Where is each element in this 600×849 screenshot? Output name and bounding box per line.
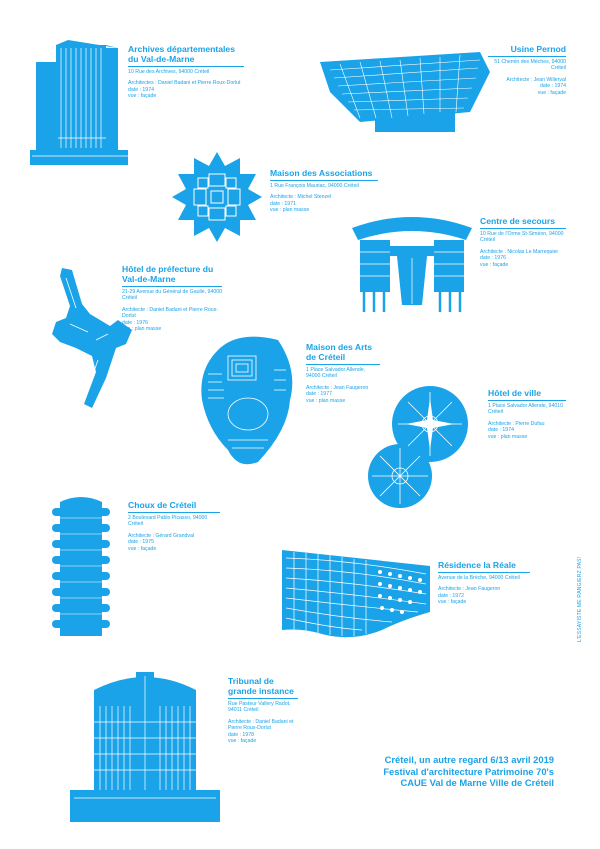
entry-view: vue : plan masse bbox=[122, 326, 162, 333]
entry-architect: Architecte : Jean Willerval bbox=[506, 76, 566, 83]
centre-secours-illustration bbox=[352, 210, 472, 315]
entry-address: Rue Pasteur Vallery Radot, 94011 Créteil bbox=[228, 701, 291, 714]
entry-address: 1 Place Salvador Allende, 94010 Créteil bbox=[488, 403, 563, 416]
entry-architect: Architectes : Daniel Badani et Pierre Roux-Dorlut bbox=[128, 80, 241, 87]
entry-architect: Architecte : Michel Stenzel bbox=[270, 194, 332, 201]
entry-usine-pernod bbox=[488, 44, 566, 96]
entry-tribunal bbox=[228, 676, 298, 744]
entry-address: 10 Rue des Archives, 94000 Créteil bbox=[128, 69, 210, 75]
entry-hotel-prefecture bbox=[122, 264, 222, 332]
entry-architect: Architecte : Gérard Grandval bbox=[128, 532, 195, 539]
entry-date: date : 1974 bbox=[540, 83, 566, 90]
entry-address: 51 Chemin des Mèches, 94000 Créteil bbox=[494, 59, 566, 72]
entry-title: Choux de Créteil bbox=[128, 500, 220, 513]
entry-title: Maison des Arts de Créteil bbox=[306, 342, 380, 365]
archives-building-illustration bbox=[28, 40, 128, 165]
entry-architect: Architecte : Jean Faugeron bbox=[306, 384, 369, 391]
choux-creteil-illustration bbox=[46, 496, 116, 636]
entry-view: vue : façade bbox=[438, 599, 467, 606]
entry-architect: Architecte : Nicolas Le Marrequier bbox=[480, 248, 559, 255]
entry-maison-associations bbox=[270, 168, 378, 214]
entry-title: Hôtel de ville bbox=[488, 388, 566, 401]
footer-line-2: Festival d'architecture Patrimoine 70's bbox=[383, 765, 554, 777]
entry-address: 1 Rue François Mauriac, 94000 Créteil bbox=[270, 183, 359, 189]
entry-date: date : 1974 bbox=[488, 427, 514, 434]
entry-title: Résidence la Réale bbox=[438, 560, 530, 573]
entry-address: 21-29 Avenue du Général de Gaulle, 94000 Créteil bbox=[122, 289, 222, 302]
entry-address: 10 Rue de l'Orme St-Siméon, 94000 Créteil bbox=[480, 231, 564, 244]
entry-title: Tribunal de grande instance bbox=[228, 676, 298, 699]
entry-address: 2 Boulevard Pablo Picasso, 94000 Créteil bbox=[128, 515, 208, 528]
maison-associations-illustration bbox=[172, 152, 262, 242]
usine-pernod-illustration bbox=[320, 52, 490, 137]
entry-view: vue : façade bbox=[128, 93, 157, 100]
entry-architect: Architecte : Pierre Dufau bbox=[488, 420, 545, 427]
entry-date: date : 1977 bbox=[306, 391, 332, 398]
entry-date: date : 1975 bbox=[128, 539, 154, 546]
entry-architect: Architecte : Daniel Badani et Pierre Roux-Dorlut bbox=[122, 306, 219, 320]
entry-architect: Architecte : Jean Faugeron bbox=[438, 586, 501, 593]
entry-address: Avenue de la Brèche, 94000 Créteil bbox=[438, 575, 520, 581]
tribunal-illustration bbox=[70, 672, 220, 822]
entry-date: date : 1976 bbox=[480, 255, 506, 262]
entry-date: date : 1978 bbox=[228, 731, 254, 738]
maison-arts-illustration bbox=[198, 330, 298, 470]
vertical-credit: L'ESSAYISTE ME RANGIERZ PAS! bbox=[577, 556, 583, 642]
entry-date: date : 1976 bbox=[122, 319, 148, 326]
entry-view: vue : plan masse bbox=[488, 433, 528, 440]
entry-centre-secours bbox=[480, 216, 566, 268]
entry-view: vue : façade bbox=[228, 738, 257, 745]
entry-date: date : 1971 bbox=[270, 200, 296, 207]
entry-title: Hôtel de préfecture du Val-de-Marne bbox=[122, 264, 222, 287]
entry-title: Archives départementales du Val-de-Marne bbox=[128, 44, 244, 67]
entry-date: date : 1974 bbox=[128, 86, 154, 93]
entry-date: date : 1972 bbox=[438, 592, 464, 599]
entry-view: vue : façade bbox=[537, 89, 566, 96]
entry-view: vue : façade bbox=[480, 261, 509, 268]
residence-reale-illustration bbox=[282, 550, 430, 642]
festival-footer bbox=[383, 754, 554, 789]
entry-view: vue : façade bbox=[128, 545, 157, 552]
footer-line-3: CAUE Val de Marne Ville de Créteil bbox=[400, 777, 554, 788]
entry-hotel-ville bbox=[488, 388, 566, 440]
entry-title: Maison des Associations bbox=[270, 168, 378, 181]
entry-archives bbox=[128, 44, 244, 100]
entry-maison-arts bbox=[306, 342, 380, 404]
entry-address: 1 Place Salvador Allende, 94000 Créteil bbox=[306, 367, 366, 380]
footer-line-1: Créteil, un autre regard 6/13 avril 2019 bbox=[384, 754, 554, 765]
entry-view: vue : plan masse bbox=[270, 207, 310, 214]
entry-choux-creteil bbox=[128, 500, 220, 552]
entry-view: vue : plan masse bbox=[306, 397, 346, 404]
entry-title: Usine Pernod bbox=[488, 44, 566, 57]
entry-architect: Architecte : Daniel Badani et Pierre Roux-Dorlut bbox=[228, 718, 294, 732]
entry-residence-reale bbox=[438, 560, 530, 606]
entry-title: Centre de secours bbox=[480, 216, 566, 229]
